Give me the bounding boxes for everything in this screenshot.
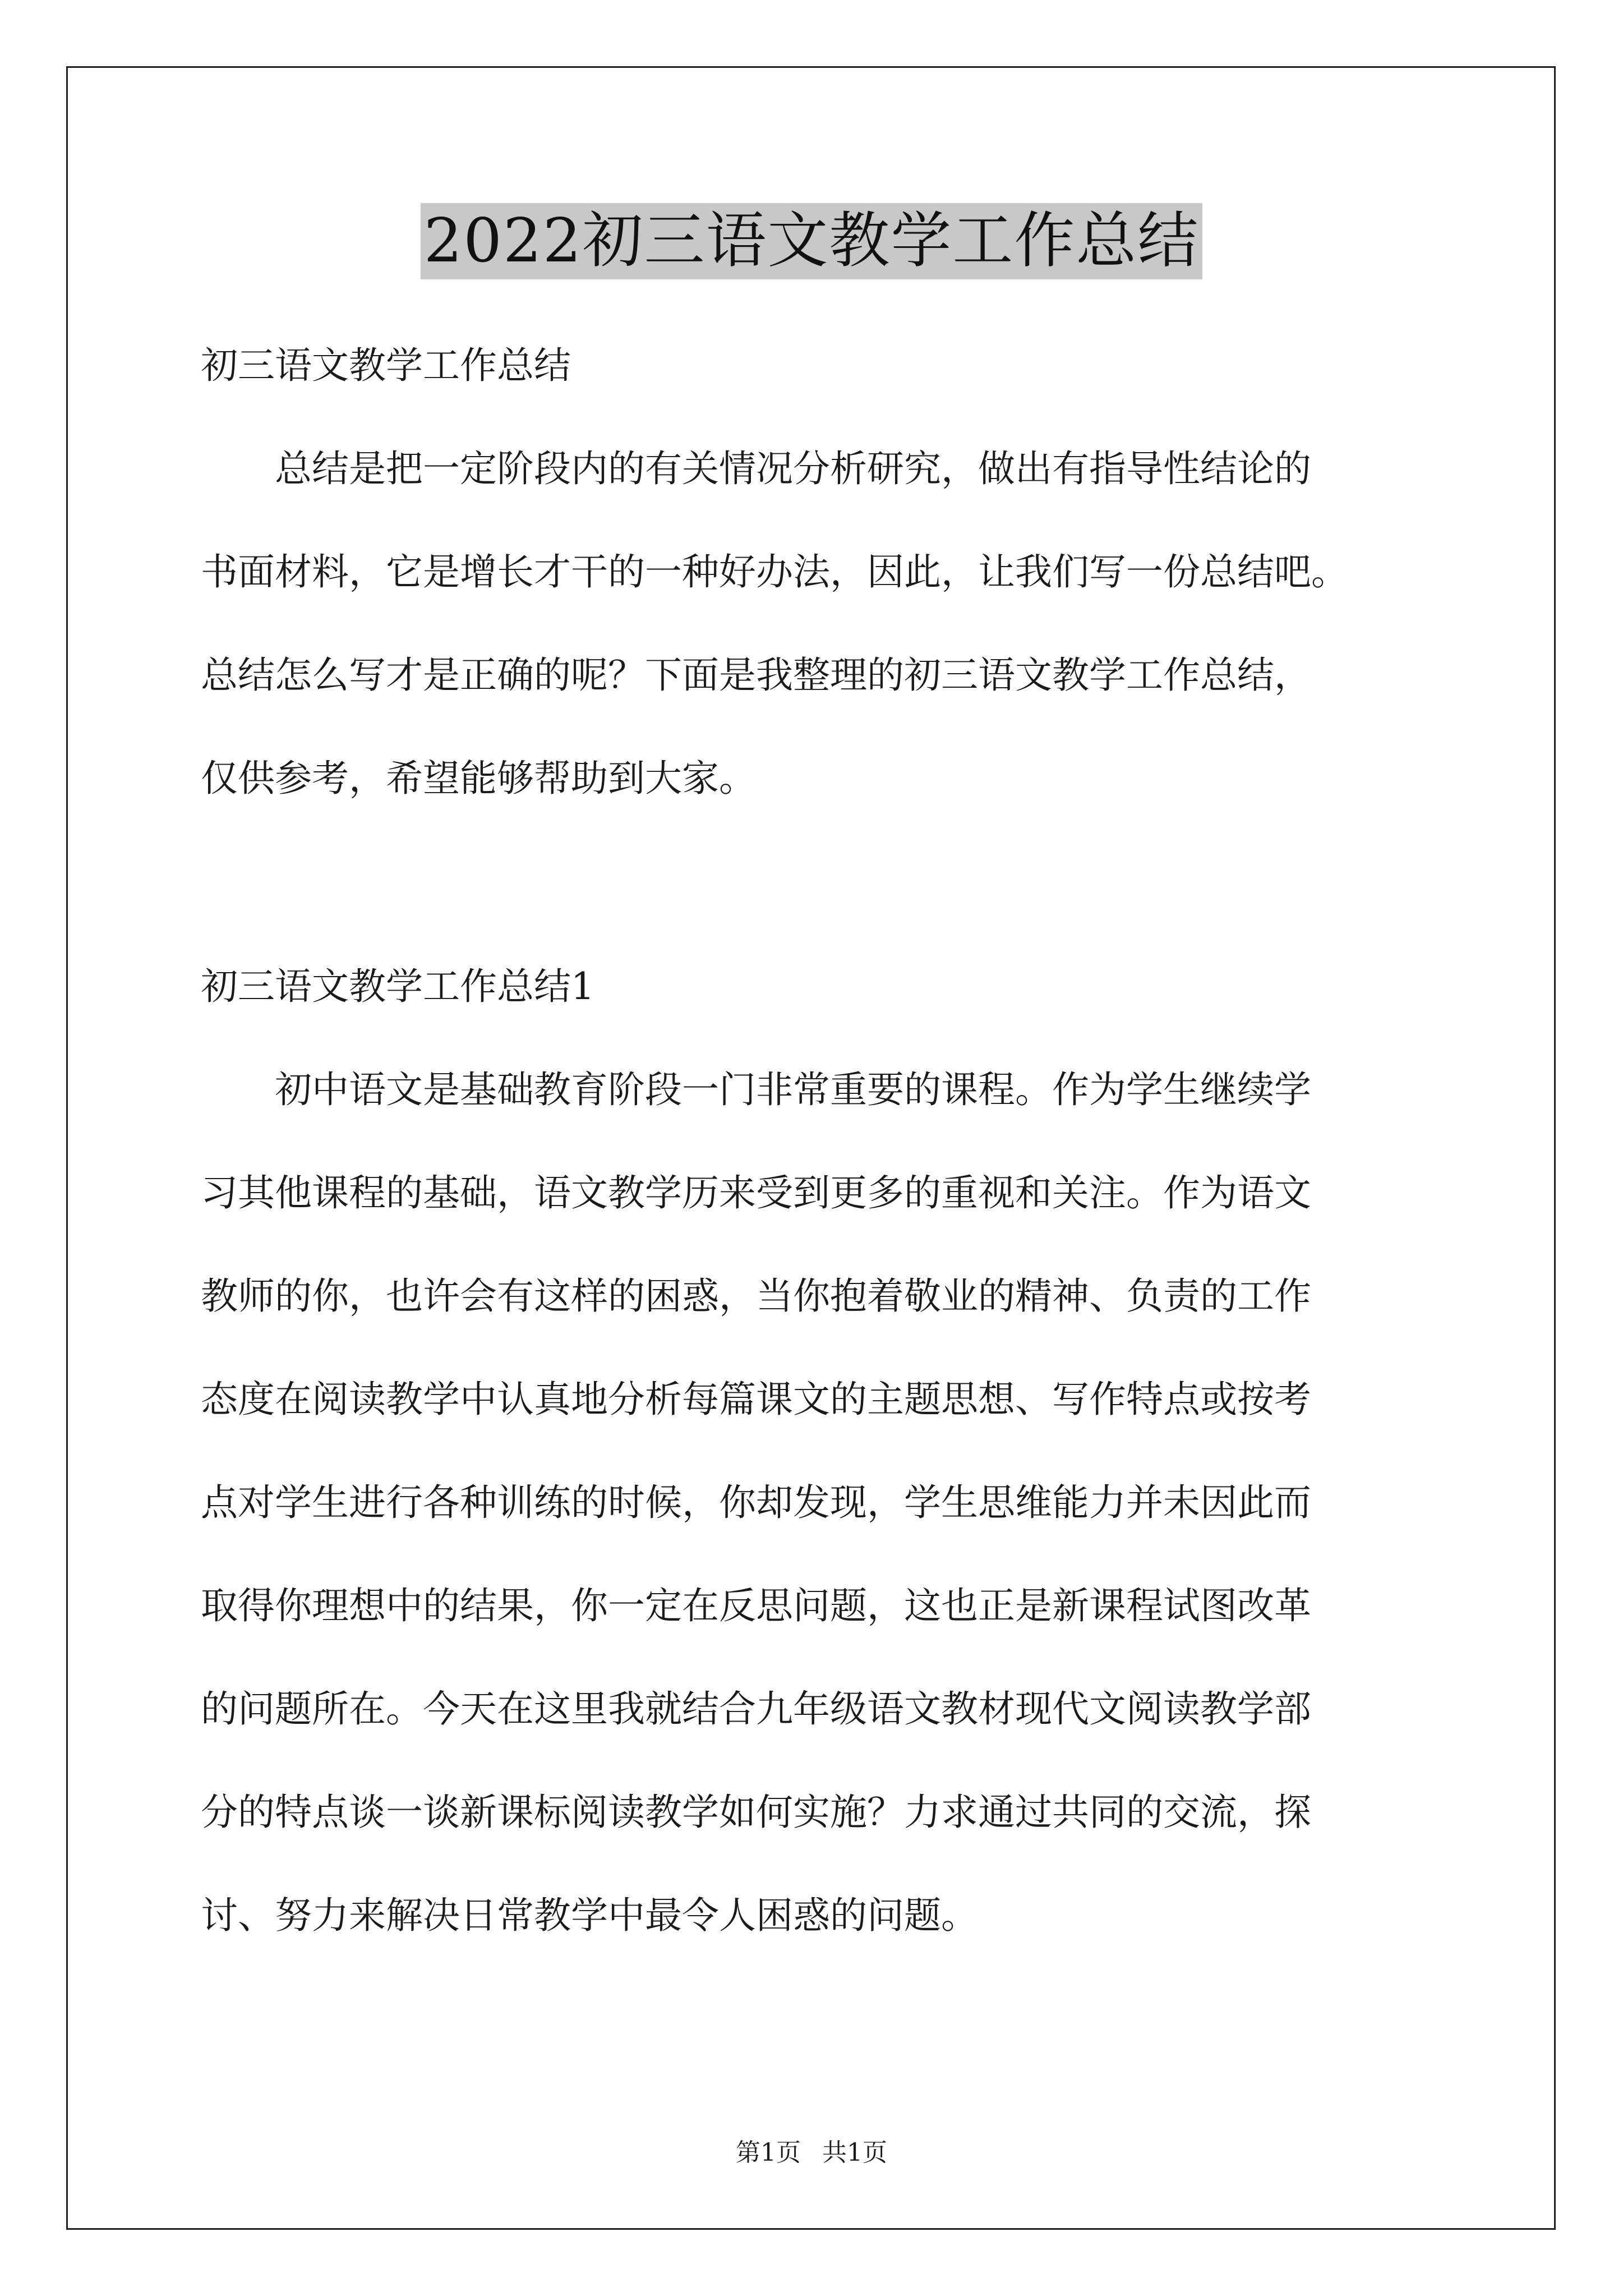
paragraph-line: 仅供参考，希望能够帮助到大家。 bbox=[201, 757, 756, 800]
document-title: 2022初三语文教学工作总结 bbox=[421, 203, 1203, 279]
paragraph-line: 分的特点谈一谈新课标阅读教学如何实施？力求通过共同的交流，探 bbox=[201, 1791, 1311, 1834]
page-number-total: 共1页 bbox=[822, 2138, 887, 2167]
title-container bbox=[0, 203, 1623, 279]
paragraph-line: 讨、努力来解决日常教学中最令人困惑的问题。 bbox=[201, 1894, 978, 1937]
paragraph-line: 习其他课程的基础，语文教学历来受到更多的重视和关注。作为语文 bbox=[201, 1171, 1311, 1214]
page-number-current: 第1页 bbox=[736, 2138, 801, 2167]
section-heading-intro: 初三语文教学工作总结 bbox=[201, 344, 571, 387]
section-spacer bbox=[201, 830, 1435, 935]
paragraph-line: 书面材料，它是增长才干的一种好办法，因此，让我们写一份总结吧。 bbox=[201, 550, 1348, 593]
paragraph-line: 态度在阅读教学中认真地分析每篇课文的主题思想、写作特点或按考 bbox=[201, 1378, 1311, 1421]
paragraph-line: 取得你理想中的结果，你一定在反思问题，这也正是新课程试图改革 bbox=[201, 1584, 1311, 1627]
document-body bbox=[201, 314, 1435, 1967]
page-footer bbox=[0, 2136, 1623, 2170]
paragraph-line: 总结怎么写才是正确的呢？下面是我整理的初三语文教学工作总结， bbox=[201, 654, 1311, 697]
paragraph-line: 的问题所在。今天在这里我就结合九年级语文教材现代文阅读教学部 bbox=[201, 1687, 1311, 1731]
section-heading-1: 初三语文教学工作总结1 bbox=[201, 965, 594, 1008]
paragraph-line: 点对学生进行各种训练的时候，你却发现，学生思维能力并未因此而 bbox=[201, 1481, 1311, 1524]
paragraph-line: 总结是把一定阶段内的有关情况分析研究，做出有指导性结论的 bbox=[275, 447, 1311, 490]
paragraph-line: 初中语文是基础教育阶段一门非常重要的课程。作为学生继续学 bbox=[275, 1068, 1311, 1111]
paragraph-line: 教师的你，也许会有这样的困惑，当你抱着敬业的精神、负责的工作 bbox=[201, 1274, 1311, 1318]
